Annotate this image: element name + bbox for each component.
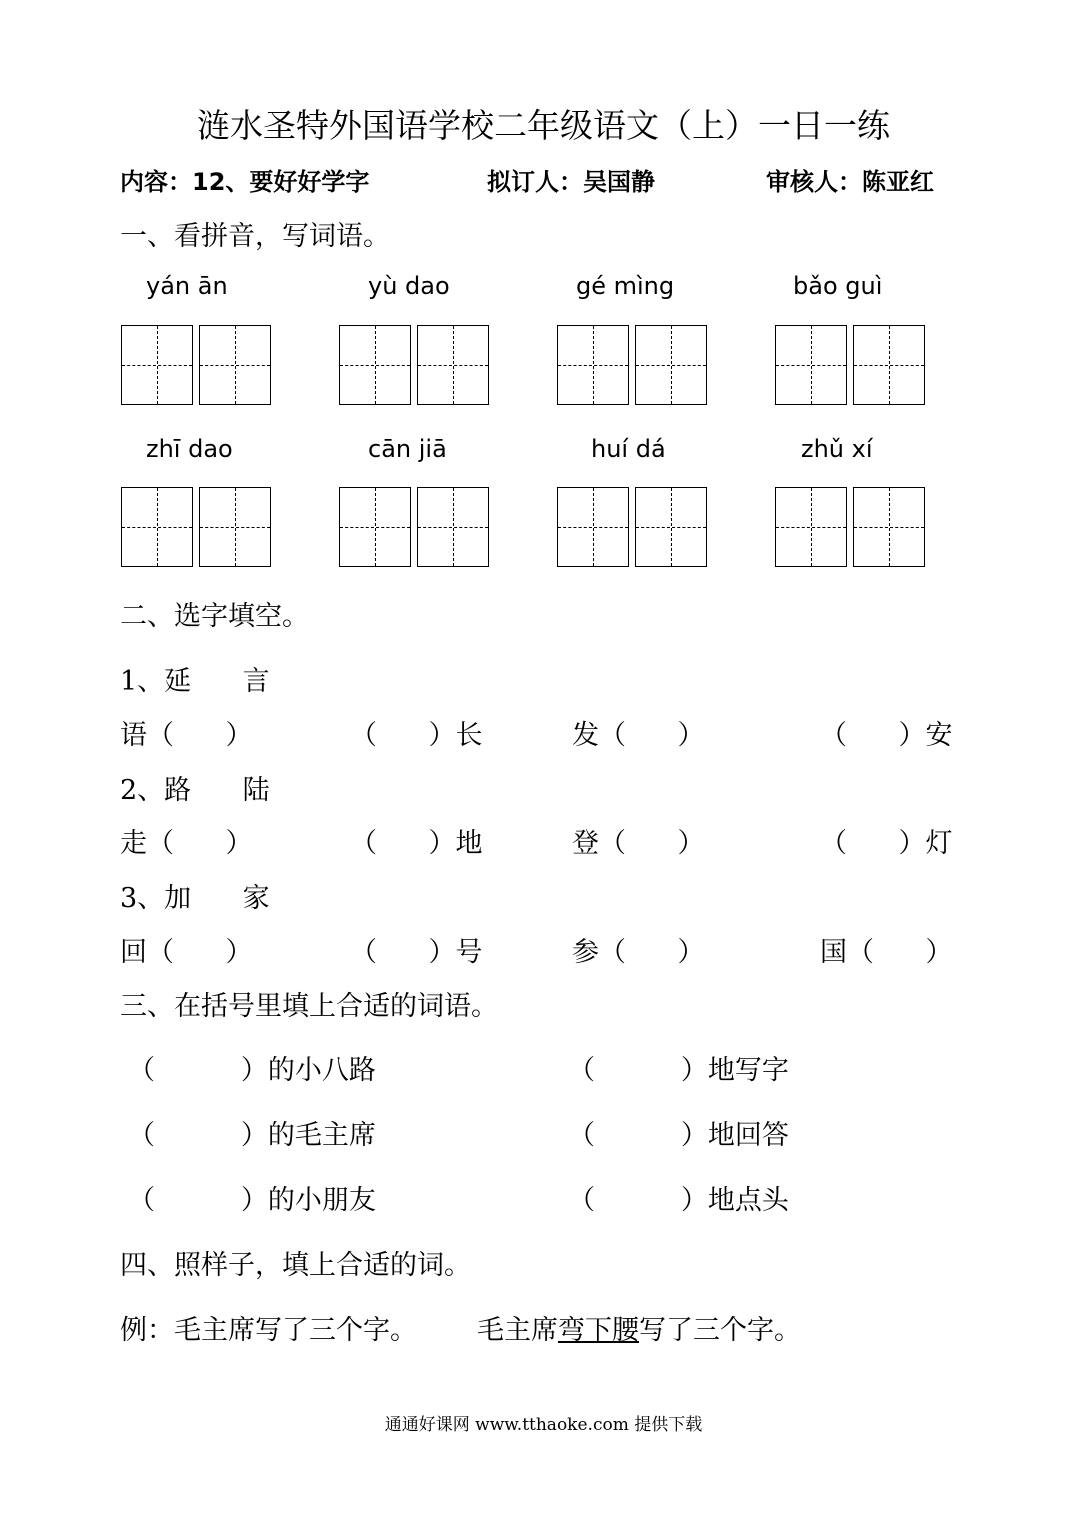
example-underlined-word: 弯下腰 xyxy=(558,1315,639,1346)
writing-grid-pair xyxy=(339,487,489,567)
char-choice-label: 3、加 家 xyxy=(120,883,270,914)
page-title: 涟水圣特外国语学校二年级语文（上）一日一练 xyxy=(197,106,890,145)
fill-item: （ ）地 xyxy=(350,828,483,859)
writing-box[interactable] xyxy=(635,487,707,567)
fill-item: 语（ ） xyxy=(120,720,253,751)
fill-item: 参（ ） xyxy=(572,937,705,968)
example-subject: 毛主席 xyxy=(477,1315,558,1346)
pinyin-label: yán ān xyxy=(146,272,228,300)
section3-heading: 三、在括号里填上合适的词语。 xyxy=(120,991,498,1022)
pinyin-label: gé mìng xyxy=(576,272,675,300)
fill-item: （ ）号 xyxy=(350,937,483,968)
fill-item: 国（ ） xyxy=(820,937,953,968)
fill-item: 发（ ） xyxy=(572,720,705,751)
fill-item: 走（ ） xyxy=(120,828,253,859)
pinyin-label: bǎo guì xyxy=(793,272,883,300)
pinyin-label: cān jiā xyxy=(368,435,447,463)
writing-box[interactable] xyxy=(199,487,271,567)
fill-phrase: （ ）的小朋友 xyxy=(128,1185,376,1216)
writing-box[interactable] xyxy=(557,487,629,567)
writing-box[interactable] xyxy=(417,325,489,405)
fill-item: （ ）长 xyxy=(350,720,483,751)
section2-heading: 二、选字填空。 xyxy=(120,601,309,632)
fill-phrase: （ ）地写字 xyxy=(568,1055,789,1086)
fill-item: （ ）安 xyxy=(820,720,953,751)
writing-box[interactable] xyxy=(853,487,925,567)
example-rest: 写了三个字。 xyxy=(639,1315,801,1346)
content-label: 内容：12、要好好学字 xyxy=(120,168,370,196)
writing-box[interactable] xyxy=(121,325,193,405)
writing-grid-pair xyxy=(339,325,489,405)
section1-heading: 一、看拼音，写词语。 xyxy=(120,221,390,252)
fill-phrase: （ ）的毛主席 xyxy=(128,1120,376,1151)
fill-item: 回（ ） xyxy=(120,937,253,968)
char-choice-label: 1、延 言 xyxy=(120,666,270,697)
writing-grid-pair xyxy=(121,487,271,567)
example-sentence xyxy=(120,1308,801,1347)
example-original: 例：毛主席写了三个字。 xyxy=(120,1315,417,1346)
writing-box[interactable] xyxy=(121,487,193,567)
pinyin-label: zhī dao xyxy=(146,435,233,463)
fill-item: 登（ ） xyxy=(572,828,705,859)
writing-box[interactable] xyxy=(775,487,847,567)
drafter-label: 拟订人：吴国静 xyxy=(487,168,655,196)
pinyin-label: zhǔ xí xyxy=(801,435,873,463)
writing-box[interactable] xyxy=(339,487,411,567)
writing-box[interactable] xyxy=(853,325,925,405)
pinyin-label: yù dao xyxy=(368,272,450,300)
fill-phrase: （ ）的小八路 xyxy=(128,1055,376,1086)
writing-box[interactable] xyxy=(199,325,271,405)
footer-credit: 通通好课网 www.tthaoke.com 提供下载 xyxy=(384,1415,703,1435)
fill-phrase: （ ）地点头 xyxy=(568,1185,789,1216)
writing-grid-pair xyxy=(121,325,271,405)
fill-item: （ ）灯 xyxy=(820,828,953,859)
pinyin-label: huí dá xyxy=(591,435,666,463)
writing-grid-pair xyxy=(557,487,707,567)
writing-grid-pair xyxy=(775,325,925,405)
section4-heading: 四、照样子，填上合适的词。 xyxy=(120,1250,471,1281)
writing-box[interactable] xyxy=(417,487,489,567)
reviewer-label: 审核人：陈亚红 xyxy=(766,168,934,196)
fill-phrase: （ ）地回答 xyxy=(568,1120,789,1151)
char-choice-label: 2、路 陆 xyxy=(120,775,270,806)
writing-box[interactable] xyxy=(635,325,707,405)
writing-box[interactable] xyxy=(557,325,629,405)
writing-grid-pair xyxy=(557,325,707,405)
writing-grid-pair xyxy=(775,487,925,567)
writing-box[interactable] xyxy=(775,325,847,405)
writing-box[interactable] xyxy=(339,325,411,405)
